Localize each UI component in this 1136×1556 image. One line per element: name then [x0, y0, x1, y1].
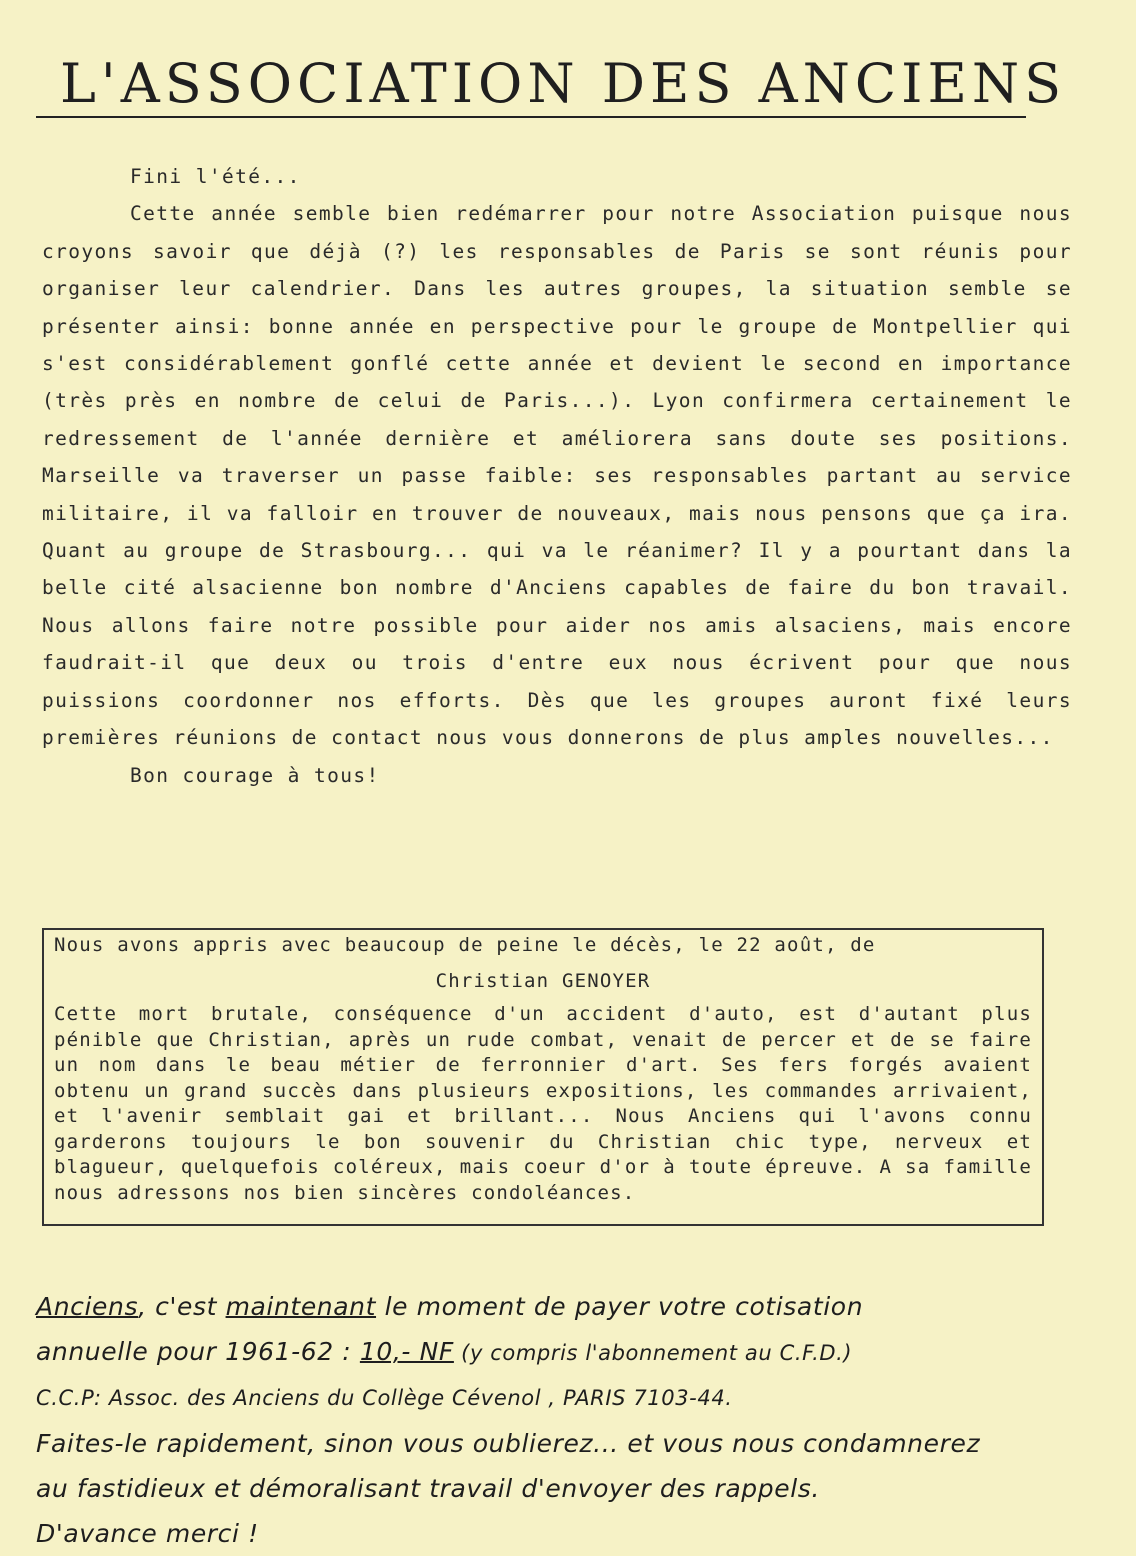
article-paragraph: Cette année semble bien redémarrer pour notre Association puisque nous croyons savoir que déjà (?) les responsables de Paris se sont réunis pour organiser leur calendrier. Dans les autres groupes, la situation semble se présenter ainsi: bonne année en perspective pour le groupe de Montpellier qui s'est considérablement gonflé cette année et devient le second en importance (très près en nombre de celui de Paris...). Lyon confirmera certainement le redressement de l'année dernière et améliorera sans doute ses positions. Marseille va traverser un passe faible: ses responsables partant au service militaire, il va falloir en trouver de nouveaux, mais nous pensons que ça ira. Quant au groupe de Strasbourg... qui va le réanimer? Il y a pourtant dans la belle cité alsacienne bon nombre d'Anciens capables de faire du bon travail. Nous allons faire notre possible pour aider nos amis alsaciens, mais encore faudrait-il que deux ou trois d'entre eux nous écrivent pour que nous puissions coordonner nos efforts. Dès que les groupes auront fixé leurs premières réunions de contact nous vous donnerons de plus amples nouvelles...: [42, 202, 1072, 750]
handwritten-line-4: Faites-le rapidement, sinon vous oublierez... et vous nous condamnerez: [36, 1429, 981, 1458]
handwritten-text: le moment de payer votre cotisation: [376, 1292, 864, 1321]
handwritten-line-6: D'avance merci !: [36, 1519, 259, 1548]
title-underline: [36, 116, 1026, 118]
handwritten-text: annuelle pour 1961-62 :: [36, 1337, 360, 1366]
handwritten-maintenant: maintenant: [225, 1292, 377, 1321]
handwritten-anciens: Anciens: [36, 1292, 139, 1321]
article-opening: Fini l'été...: [130, 165, 301, 188]
obituary-lead: Nous avons appris avec beaucoup de peine le décès, le 22 août, de: [54, 934, 876, 956]
obituary-text: Cette mort brutale, conséquence d'un accident d'auto, est d'autant plus pénible que Christian, après un rude combat, venait de percer et de se faire un nom dans le beau métier de ferronnier d'art. Ses fers forgés avaient obtenu un grand succès dans plusieurs expositions, les commandes arrivaient, et l'avenir semblait gai et brillant... Nous Anciens qui l'avons connu garderons toujours le bon souvenir du Christian chic type, nerveux et blagueur, quelquefois coléreux, mais coeur d'or à toute épreuve. A sa famille nous adressons nos bien sincères condoléances.: [54, 1003, 1032, 1204]
article-closing: Bon courage à tous!: [130, 763, 380, 787]
handwritten-text: (y compris l'abonnement au C.F.D.): [453, 1341, 853, 1365]
handwritten-line-3: C.C.P: Assoc. des Anciens du Collège Cévenol , PARIS 7103-44.: [36, 1386, 733, 1410]
obituary-name: Christian GENOYER: [435, 969, 651, 992]
handwritten-line-1: [36, 1284, 1096, 1329]
page-title: L'ASSOCIATION DES ANCIENS: [60, 52, 1067, 115]
handwritten-text: , c'est: [138, 1292, 226, 1321]
handwritten-amount: 10,- NF: [359, 1337, 454, 1366]
handwritten-note: [36, 1284, 1096, 1556]
handwritten-line-2: [36, 1329, 1096, 1376]
handwritten-line-5: au fastidieux et démoralisant travail d'envoyer des rappels.: [36, 1474, 820, 1503]
article-body: [42, 158, 1072, 794]
obituary-box: [42, 928, 1044, 1226]
